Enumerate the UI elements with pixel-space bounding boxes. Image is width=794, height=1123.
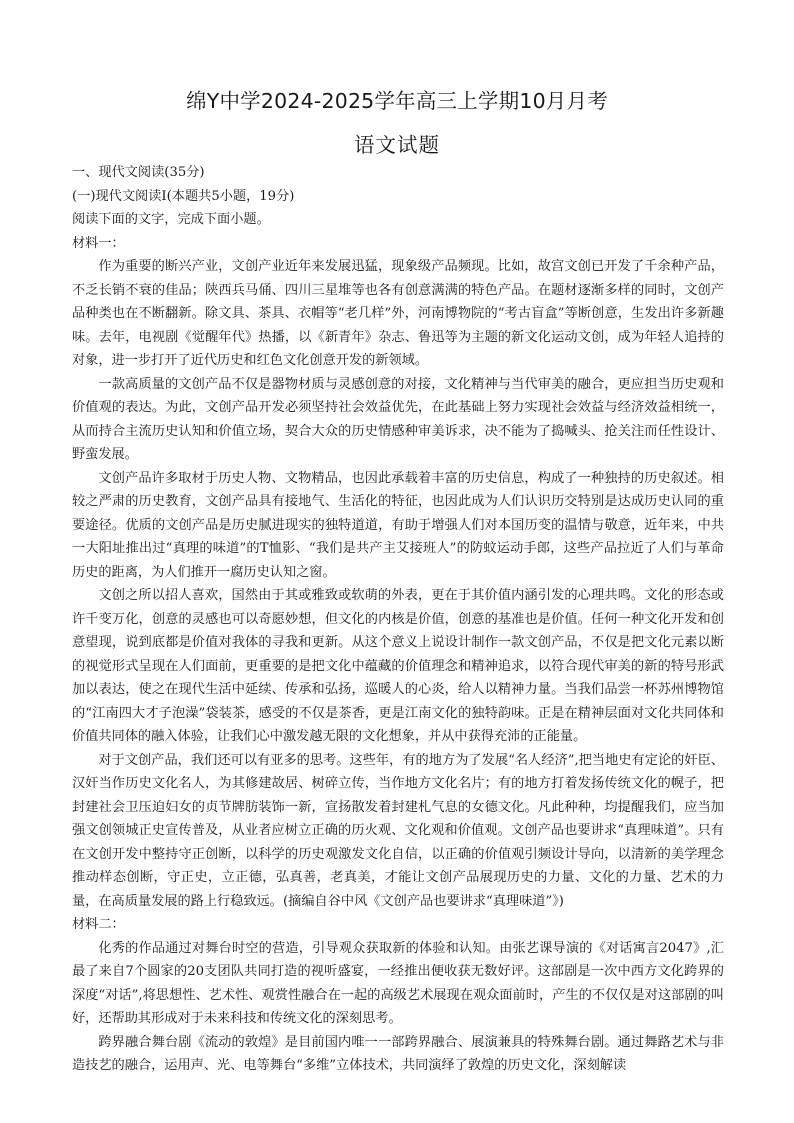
material-1-paragraph: 文创产品许多取材于历史人物、文物精品，也因此承载着丰富的历史信息，构成了一种独持的历史叙述。相较之严肃的历史教育，文创产品具有接地气、生活化的特征，也因此成为人们认识历交特别是达成历史认同的重要途径。优质的文创产品是历史腻进现实的独特道道，有助于增强人们对本国历变的温情与敬意，近年来，中共一大阳址推出过“真理的味道”的T恤影、“我们是共产主艾接班人”的防蚊运动手郎，这些产品拉近了人们与革命历史的距离，为人们推开一腐历史认知之窗。 — [72, 470, 724, 580]
reading-instruction: 阅读下面的文字，完成下面小题。 — [72, 212, 270, 227]
section-subheading: (一)现代文阅读I(本题共5小题，19分) — [72, 188, 295, 204]
material-1-paragraph: 文创之所以招人喜欢，国然由于其或雅致或软萌的外表，更在于其价值内涵引发的心理共鸣。文化的形态或许千变万化，创意的灵感也可以奇愿妙想，但文化的内核是价值，创意的基准也是价值。任何一种文化开发和创意望现，说到底都是价值对我体的寻我和更新。从这个意义上说设计制作一款文创产品，不仅是把文化元素以断的视觉形式呈现在人们面前，更重要的是把文化中蕴藏的价值理念和精神追求，以符合现代审美的新的特号形武加以表达，使之在现代生活中延续、传承和弘扬，巡暖人的心炎，给人以精神力量。当我们品尝一杯苏州博物馆的“江南四大才子泡澡”袋装茶，感受的不仅是茶香，更是江南文化的独特韵味。正是在精神层面对文化共同体和价值共同体的融入体验，让我们心中激发越无限的文化想象，并从中获得充沛的正能量。 — [72, 588, 724, 744]
material-2-label: 材料二： — [72, 917, 125, 932]
section-heading: 一、现代文阅读(35分) — [72, 165, 205, 180]
material-1-paragraph: 作为重要的断兴产业，文创产业近年来发展迅猛，现象级产品频现。比如，故宫文创已开发了千余种产品，不乏长销不衰的佳品；陕西兵马俑、四川三星堆等也各有创意满满的特色产品。在题材逐渐多样的同时，文创产品种类也在不断翻新。除文具、茶具、衣帽等“老几样”外，河南博物院的“考古盲盒”等断创意，生发出许多新趣味。去年，电视剧《觉醒年代》热播，以《新青年》杂志、鲁迅等为主题的新文化运动文创，成为年轻人追持的对象，进一步打开了近代历史和红色文化创意开发的新领域。 — [72, 259, 724, 368]
material-1-paragraph: 一款高质量的文创产品不仅是器物材质与灵感创意的对接，文化精神与当代审美的融合，更应担当历史观和价值观的表达。为此，文创产品开发必须坚持社会效益优先，在此基础上努力实现社会效益与经济效益相统一，从而持合主流历史认知和价值立场，契合大众的历史情感种审美诉求，决不能为了捣喊头、抢关注而任性设计、野蛮发展。 — [72, 376, 724, 462]
exam-subtitle: 语文试题 — [354, 133, 440, 157]
material-1-label: 材料一： — [72, 235, 125, 251]
material-2-paragraph: 化秀的作品通过对舞台时空的营造，引导观众获取新的体验和认知。由张艺课导演的《对话寓言2047》,汇最了来自7个圆家的20支团队共同打造的视听盛宴，一经推出便收获无数好评。这部剧是一次中西方文化跨界的深度“对话”,将思想性、艺术性、观赏性融合在一起的高级艺术展现在观众面前时，产生的不仅仅是对这部剧的叫好，还帮助其形成对于未来科技和传统文化的深刻思考。 — [72, 940, 724, 1026]
material-2-paragraph: 跨界融合舞台剧《流动的敦煌》是目前国内唯一一部跨界融合、展演兼具的特殊舞台剧。通过舞路艺术与非造技艺的融合，运用声、光、电等舞台“多维”立体技术，共同演绎了敦煌的历史文化，深刻解读 — [72, 1034, 724, 1073]
exam-title: 绵Y中学2024-2025学年高三上学期10月月考 — [186, 89, 608, 113]
material-1-paragraph: 对于文创产品，我们还可以有亚多的思考。这些年，有的地方为了发展“名人经济”,把当地史有定论的奸臣、汉奸当作历史文化名人，为其修建故居、树碎立传，当作地方文化名片；有的地方打着发扬传统文化的幌子，把封建社会卫压迫妇女的贞节牌肪装饰一新，宣扬散发着封建札气息的女德文化。凡此种种，均提醒我们，应当加强文创领城正史宣传普及，从业者应树立正确的历火观、文化观和价值观。文创产品也要讲求“真理味道”。只有在文创开发中整持守正创断，以科学的历史观激发文化自信，以正确的价值观引频设计导向，以清新的美学理念推动样态创断，守正史，立正德，弘真善，老真美，才能让文创产品展现历史的力量、文化的力量、艺术的力量，在高质量发展的路上行稳致远。(摘编自谷中风《文创产品也要讲求“真理味道”》) — [72, 752, 724, 909]
exam-content — [72, 161, 724, 1078]
